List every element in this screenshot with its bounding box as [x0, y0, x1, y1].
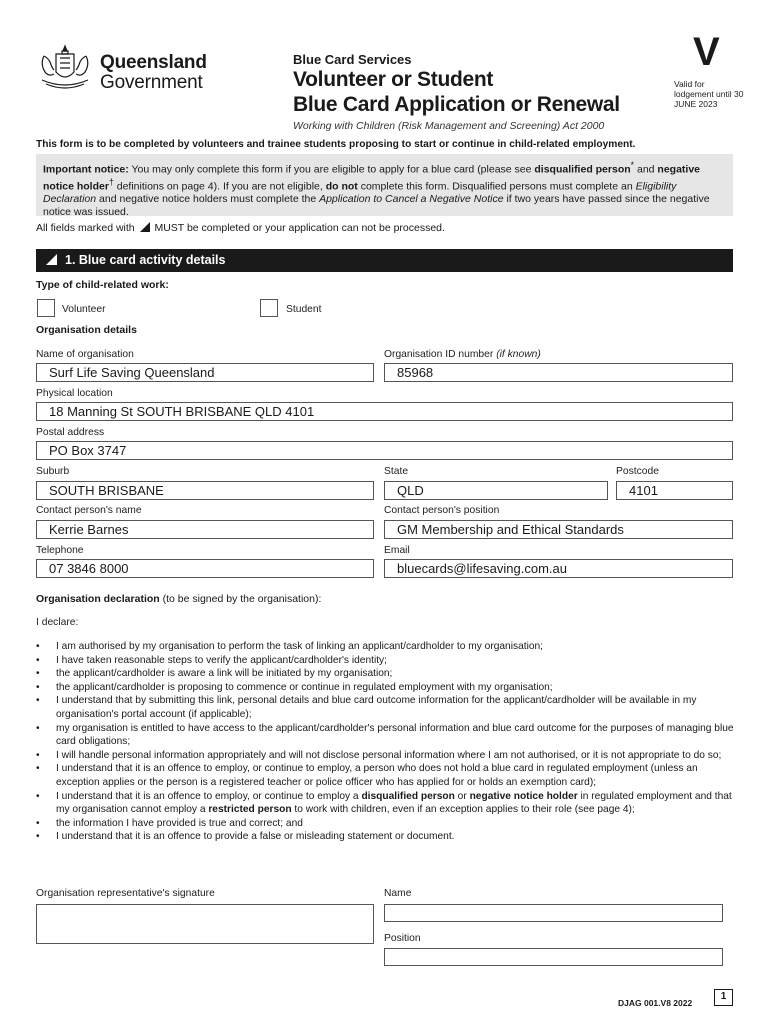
government-name-line2: Government: [100, 72, 203, 93]
student-checkbox[interactable]: [260, 299, 278, 317]
decl-bold: restricted person: [208, 804, 292, 816]
notice-text: and: [634, 163, 658, 176]
signature-label: Organisation representative's signature: [36, 888, 215, 899]
form-intro: This form is to be completed by volunteers and trainee students proposing to start or continue in child-related employment.: [36, 139, 636, 150]
volunteer-label: Volunteer: [62, 304, 106, 315]
work-type-label: Type of child-related work:: [36, 279, 169, 291]
contact-name-label: Contact person's name: [36, 505, 142, 516]
physical-location-field[interactable]: 18 Manning St SOUTH BRISBANE QLD 4101: [36, 402, 733, 421]
mandatory-text: MUST be completed or your application can not be processed.: [151, 222, 445, 234]
email-label: Email: [384, 545, 410, 556]
valid-until-text: Valid for lodgement until 30 JUNE 2023: [674, 79, 744, 109]
declaration-item: [36, 790, 736, 817]
page-number: 1: [714, 989, 733, 1006]
suburb-field[interactable]: SOUTH BRISBANE: [36, 481, 374, 500]
postcode-label: Postcode: [616, 466, 659, 477]
rep-name-field[interactable]: [384, 904, 723, 922]
declaration-heading-title: Organisation declaration: [36, 593, 160, 605]
act-reference: Working with Children (Risk Management and Screening) Act 2000: [293, 120, 605, 132]
i-declare-label: I declare:: [36, 617, 79, 628]
org-id-label-note: (if known): [496, 349, 541, 360]
decl-text: I understand that it is an offence to employ, or continue to employ a: [56, 790, 362, 802]
form-letter: V: [693, 30, 720, 74]
declaration-item: • I have taken reasonable steps to verify the applicant/cardholder's identity;: [36, 654, 736, 668]
org-id-label: [384, 349, 541, 360]
telephone-label: Telephone: [36, 545, 84, 556]
decl-text: in regulated employment and that my organisation cannot employ a: [56, 790, 732, 816]
org-id-label-text: Organisation ID number: [384, 349, 494, 360]
decl-bold: negative notice holder: [469, 790, 578, 802]
declaration-item: • I understand that by submitting this link, personal details and blue card outcome information for the applicant/cardholder will be available in my organisation's portal account (if applicable);: [36, 694, 736, 721]
notice-donot: do not: [325, 180, 358, 193]
notice-lead: Important notice:: [43, 163, 129, 176]
postcode-field[interactable]: 4101: [616, 481, 733, 500]
mandatory-fields-note: [36, 222, 445, 234]
notice-negative: negative notice holder: [43, 163, 701, 193]
declaration-item: • I understand that it is an offence to employ, or continue to employ, a person who does not hold a blue card in regulated employment (unless an exception applies or the person is a registered teacher or police officer who has applied for or holds an exemption card);: [36, 762, 736, 789]
org-details-label: Organisation details: [36, 324, 137, 336]
notice-cancel: Application to Cancel a Negative Notice: [319, 193, 504, 205]
declaration-item: • I will handle personal information appropriately and will not disclose personal information where I am not authorised, or it is not appropriate to do so;: [36, 749, 736, 763]
form-code: DJAG 001.V8 2022: [618, 998, 693, 1008]
notice-text: You may only complete this form if you are eligible to apply for a blue card (please see: [128, 163, 535, 176]
physical-location-label: Physical location: [36, 388, 113, 399]
mandatory-text: All fields marked with: [36, 222, 138, 234]
student-label: Student: [286, 304, 322, 315]
suburb-label: Suburb: [36, 466, 70, 477]
mandatory-triangle-icon: [46, 254, 57, 265]
service-name: Blue Card Services: [293, 52, 412, 67]
section-1-title: 1. Blue card activity details: [65, 253, 226, 267]
notice-text: and negative notice holders must complete the: [96, 193, 320, 205]
queensland-crest-logo: [36, 42, 94, 94]
declaration-item: • I am authorised by my organisation to perform the task of linking an applicant/cardholder to my organisation;: [36, 640, 736, 654]
org-name-field[interactable]: Surf Life Saving Queensland: [36, 363, 374, 382]
contact-position-field[interactable]: GM Membership and Ethical Standards: [384, 520, 733, 539]
signature-box[interactable]: [36, 904, 374, 944]
section-1-header: [36, 249, 733, 272]
declaration-heading-note: (to be signed by the organisation):: [159, 593, 322, 605]
rep-position-field[interactable]: [384, 948, 723, 966]
rep-name-label: Name: [384, 888, 412, 899]
rep-position-label: Position: [384, 933, 421, 944]
state-field[interactable]: QLD: [384, 481, 608, 500]
government-name-line1: Queensland: [100, 52, 207, 73]
decl-bold: disqualified person: [361, 790, 455, 802]
declaration-heading: [36, 593, 321, 605]
postal-address-label: Postal address: [36, 427, 105, 438]
notice-sup: *: [630, 160, 635, 170]
declaration-item: • the applicant/cardholder is proposing to commence or continue in regulated employment with my organisation;: [36, 681, 736, 695]
declaration-item: • my organisation is entitled to have access to the applicant/cardholder's personal information and blue card outcome for the purposes of managing blue card obligations;: [36, 722, 736, 749]
decl-text: or: [454, 790, 470, 802]
mandatory-triangle-icon: [140, 222, 150, 232]
notice-disqualified: disqualified person: [534, 163, 631, 176]
telephone-field[interactable]: 07 3846 8000: [36, 559, 374, 578]
email-field[interactable]: bluecards@lifesaving.com.au: [384, 559, 733, 578]
form-title-line1: Volunteer or Student: [293, 68, 494, 91]
org-name-label: Name of organisation: [36, 349, 134, 360]
org-id-field[interactable]: 85968: [384, 363, 733, 382]
declaration-item: • I understand that it is an offence to provide a false or misleading statement or document.: [36, 830, 736, 844]
notice-text: if two years have passed since the negative notice was issued.: [43, 193, 710, 218]
notice-text: definitions on page 4). If you are not eligible,: [113, 180, 326, 193]
notice-sup: †: [108, 177, 114, 187]
notice-eligibility: Eligibility Declaration: [43, 180, 677, 205]
declaration-list: [36, 640, 736, 844]
decl-text: to work with children, even if an exception applies to their role (see page 4);: [291, 804, 635, 816]
volunteer-checkbox[interactable]: [37, 299, 55, 317]
contact-position-label: Contact person's position: [384, 505, 500, 516]
postal-address-field[interactable]: PO Box 3747: [36, 441, 733, 460]
contact-name-field[interactable]: Kerrie Barnes: [36, 520, 374, 539]
declaration-item: • the information I have provided is true and correct; and: [36, 817, 736, 831]
important-notice-box: [36, 154, 733, 216]
state-label: State: [384, 466, 409, 477]
form-title-line2: Blue Card Application or Renewal: [293, 93, 620, 116]
notice-text: complete this form. Disqualified persons must complete an: [357, 180, 636, 193]
declaration-item: • the applicant/cardholder is aware a link will be initiated by my organisation;: [36, 667, 736, 681]
